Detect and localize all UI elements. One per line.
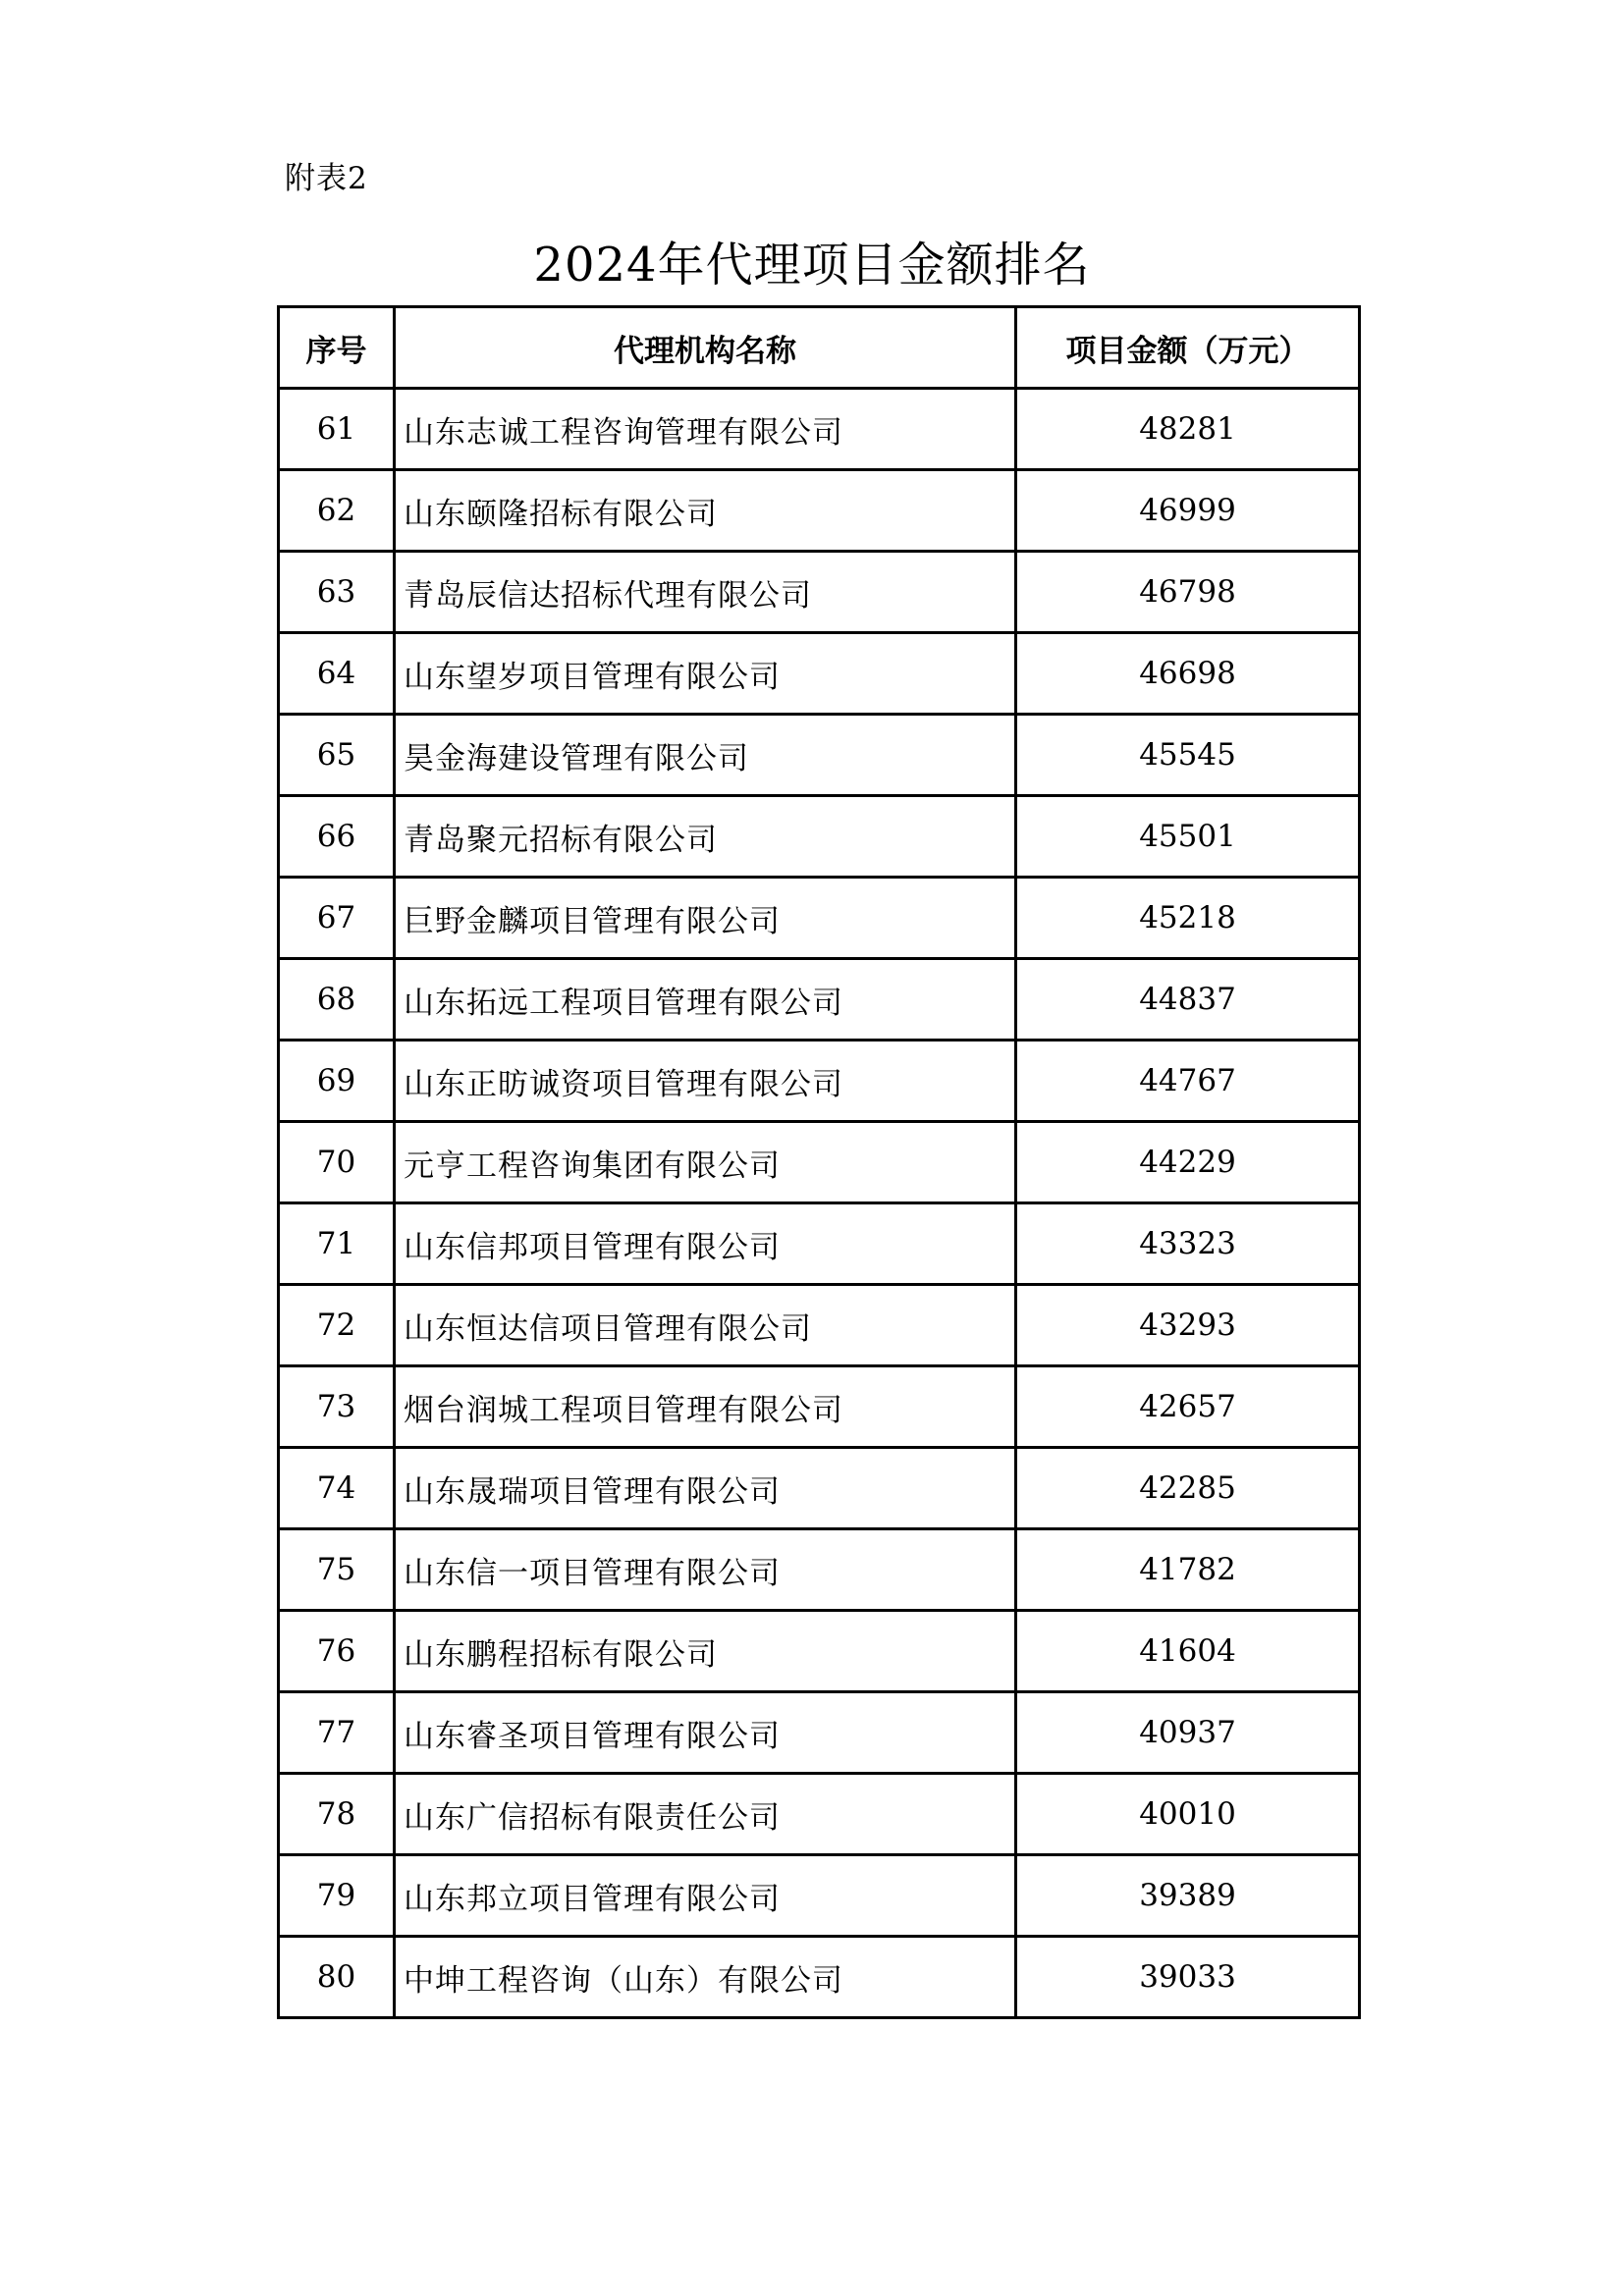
agency-name-cell: 山东颐隆招标有限公司 xyxy=(395,470,1016,552)
project-amount-cell: 44837 xyxy=(1016,959,1360,1041)
rank-cell: 79 xyxy=(279,1855,395,1937)
project-amount-cell: 42657 xyxy=(1016,1366,1360,1448)
table-row xyxy=(279,1122,1360,1203)
agency-name-cell: 山东拓远工程项目管理有限公司 xyxy=(395,959,1016,1041)
agency-name-cell: 巨野金麟项目管理有限公司 xyxy=(395,878,1016,959)
rank-cell: 72 xyxy=(279,1285,395,1366)
header-agency-name: 代理机构名称 xyxy=(395,307,1016,389)
project-amount-cell: 45501 xyxy=(1016,796,1360,878)
header-project-amount: 项目金额（万元） xyxy=(1016,307,1360,389)
agency-name-cell: 山东正昉诚资项目管理有限公司 xyxy=(395,1041,1016,1122)
agency-name-cell: 山东鹏程招标有限公司 xyxy=(395,1611,1016,1692)
table-row xyxy=(279,715,1360,796)
table-row xyxy=(279,1448,1360,1529)
table-header-row xyxy=(279,307,1360,389)
agency-name-cell: 昊金海建设管理有限公司 xyxy=(395,715,1016,796)
project-amount-cell: 44229 xyxy=(1016,1122,1360,1203)
table-row xyxy=(279,633,1360,715)
rank-cell: 80 xyxy=(279,1937,395,2018)
agency-name-cell: 山东信邦项目管理有限公司 xyxy=(395,1203,1016,1285)
rank-cell: 65 xyxy=(279,715,395,796)
table-row xyxy=(279,389,1360,470)
rank-cell: 77 xyxy=(279,1692,395,1774)
agency-name-cell: 元亨工程咨询集团有限公司 xyxy=(395,1122,1016,1203)
table-row xyxy=(279,1203,1360,1285)
table-row xyxy=(279,470,1360,552)
rank-cell: 67 xyxy=(279,878,395,959)
rank-cell: 74 xyxy=(279,1448,395,1529)
agency-name-cell: 青岛辰信达招标代理有限公司 xyxy=(395,552,1016,633)
rank-cell: 68 xyxy=(279,959,395,1041)
project-amount-cell: 41782 xyxy=(1016,1529,1360,1611)
rank-cell: 70 xyxy=(279,1122,395,1203)
rank-cell: 73 xyxy=(279,1366,395,1448)
project-amount-cell: 46698 xyxy=(1016,633,1360,715)
rank-cell: 71 xyxy=(279,1203,395,1285)
table-row xyxy=(279,1285,1360,1366)
table-row xyxy=(279,1366,1360,1448)
table-row xyxy=(279,1774,1360,1855)
table-row xyxy=(279,1041,1360,1122)
project-amount-cell: 45545 xyxy=(1016,715,1360,796)
rank-cell: 78 xyxy=(279,1774,395,1855)
project-amount-cell: 44767 xyxy=(1016,1041,1360,1122)
page-title: 2024年代理项目金额排名 xyxy=(533,238,1091,293)
agency-name-cell: 山东睿圣项目管理有限公司 xyxy=(395,1692,1016,1774)
project-amount-cell: 46999 xyxy=(1016,470,1360,552)
agency-name-cell: 山东邦立项目管理有限公司 xyxy=(395,1855,1016,1937)
project-amount-cell: 40937 xyxy=(1016,1692,1360,1774)
project-amount-cell: 42285 xyxy=(1016,1448,1360,1529)
project-amount-cell: 40010 xyxy=(1016,1774,1360,1855)
table-row xyxy=(279,796,1360,878)
project-amount-cell: 43293 xyxy=(1016,1285,1360,1366)
agency-name-cell: 中坤工程咨询（山东）有限公司 xyxy=(395,1937,1016,2018)
project-amount-cell: 43323 xyxy=(1016,1203,1360,1285)
agency-name-cell: 山东恒达信项目管理有限公司 xyxy=(395,1285,1016,1366)
rank-cell: 75 xyxy=(279,1529,395,1611)
rank-cell: 62 xyxy=(279,470,395,552)
appendix-label: 附表2 xyxy=(285,161,368,196)
project-amount-cell: 48281 xyxy=(1016,389,1360,470)
project-amount-cell: 39389 xyxy=(1016,1855,1360,1937)
rank-cell: 76 xyxy=(279,1611,395,1692)
rank-cell: 64 xyxy=(279,633,395,715)
project-amount-cell: 45218 xyxy=(1016,878,1360,959)
agency-name-cell: 山东晟瑞项目管理有限公司 xyxy=(395,1448,1016,1529)
project-amount-cell: 39033 xyxy=(1016,1937,1360,2018)
rank-cell: 61 xyxy=(279,389,395,470)
header-rank: 序号 xyxy=(279,307,395,389)
table-row xyxy=(279,1937,1360,2018)
agency-name-cell: 烟台润城工程项目管理有限公司 xyxy=(395,1366,1016,1448)
ranking-table xyxy=(277,305,1361,2019)
agency-name-cell: 山东广信招标有限责任公司 xyxy=(395,1774,1016,1855)
table-row xyxy=(279,878,1360,959)
agency-name-cell: 山东志诚工程咨询管理有限公司 xyxy=(395,389,1016,470)
agency-name-cell: 青岛聚元招标有限公司 xyxy=(395,796,1016,878)
project-amount-cell: 46798 xyxy=(1016,552,1360,633)
project-amount-cell: 41604 xyxy=(1016,1611,1360,1692)
rank-cell: 69 xyxy=(279,1041,395,1122)
rank-cell: 66 xyxy=(279,796,395,878)
table-row xyxy=(279,1692,1360,1774)
table-row xyxy=(279,959,1360,1041)
table-row xyxy=(279,1611,1360,1692)
agency-name-cell: 山东信一项目管理有限公司 xyxy=(395,1529,1016,1611)
table-row xyxy=(279,1855,1360,1937)
table-row xyxy=(279,1529,1360,1611)
table-body xyxy=(279,389,1360,2018)
rank-cell: 63 xyxy=(279,552,395,633)
table-row xyxy=(279,552,1360,633)
agency-name-cell: 山东望岁项目管理有限公司 xyxy=(395,633,1016,715)
